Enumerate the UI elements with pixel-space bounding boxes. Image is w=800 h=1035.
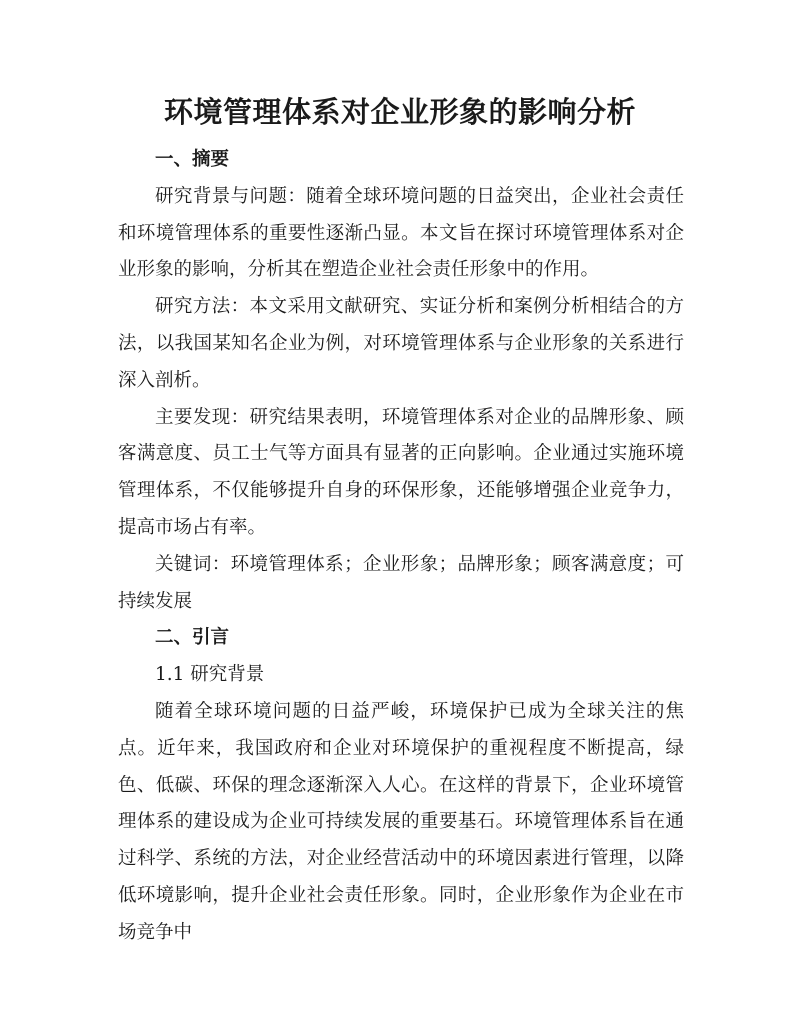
abstract-keywords-paragraph: 关键词：环境管理体系；企业形象；品牌形象；顾客满意度；可持续发展 — [118, 553, 684, 612]
abstract-section — [118, 142, 684, 620]
abstract-findings-paragraph: 主要发现：研究结果表明，环境管理体系对企业的品牌形象、顾客满意度、员工士气等方面具有显著的正向影响。企业通过实施环境管理体系，不仅能够提升自身的环保形象，还能够增强企业竞争力，提高市场占有率。 — [118, 406, 684, 538]
introduction-heading: 二、引言 — [155, 627, 230, 649]
abstract-background-paragraph: 研究背景与问题：随着全球环境问题的日益突出，企业社会责任和环境管理体系的重要性逐渐凸显。本文旨在探讨环境管理体系对企业形象的影响，分析其在塑造企业社会责任形象中的作用。 — [118, 185, 684, 281]
introduction-section — [118, 620, 684, 951]
research-background-paragraph: 随着全球环境问题的日益严峻，环境保护已成为全球关注的焦点。近年来，我国政府和企业对环境保护的重视程度不断提高，绿色、低碳、环保的理念逐渐深入人心。在这样的背景下，企业环境管理体系的建设成为企业可持续发展的重要基石。环境管理体系旨在通过科学、系统的方法，对企业经营活动中的环境因素进行管理，以降低环境影响，提升企业社会责任形象。同时，企业形象作为企业在市场竞争中 — [118, 700, 684, 943]
document-title: 环境管理体系对企业形象的影响分析 — [163, 95, 636, 129]
research-background-subheading: 1.1 研究背景 — [155, 664, 265, 686]
abstract-method-paragraph: 研究方法：本文采用文献研究、实证分析和案例分析相结合的方法，以我国某知名企业为例，对环境管理体系与企业形象的关系进行深入剖析。 — [118, 296, 684, 391]
abstract-heading: 一、摘要 — [155, 149, 230, 170]
document-body — [118, 142, 684, 952]
